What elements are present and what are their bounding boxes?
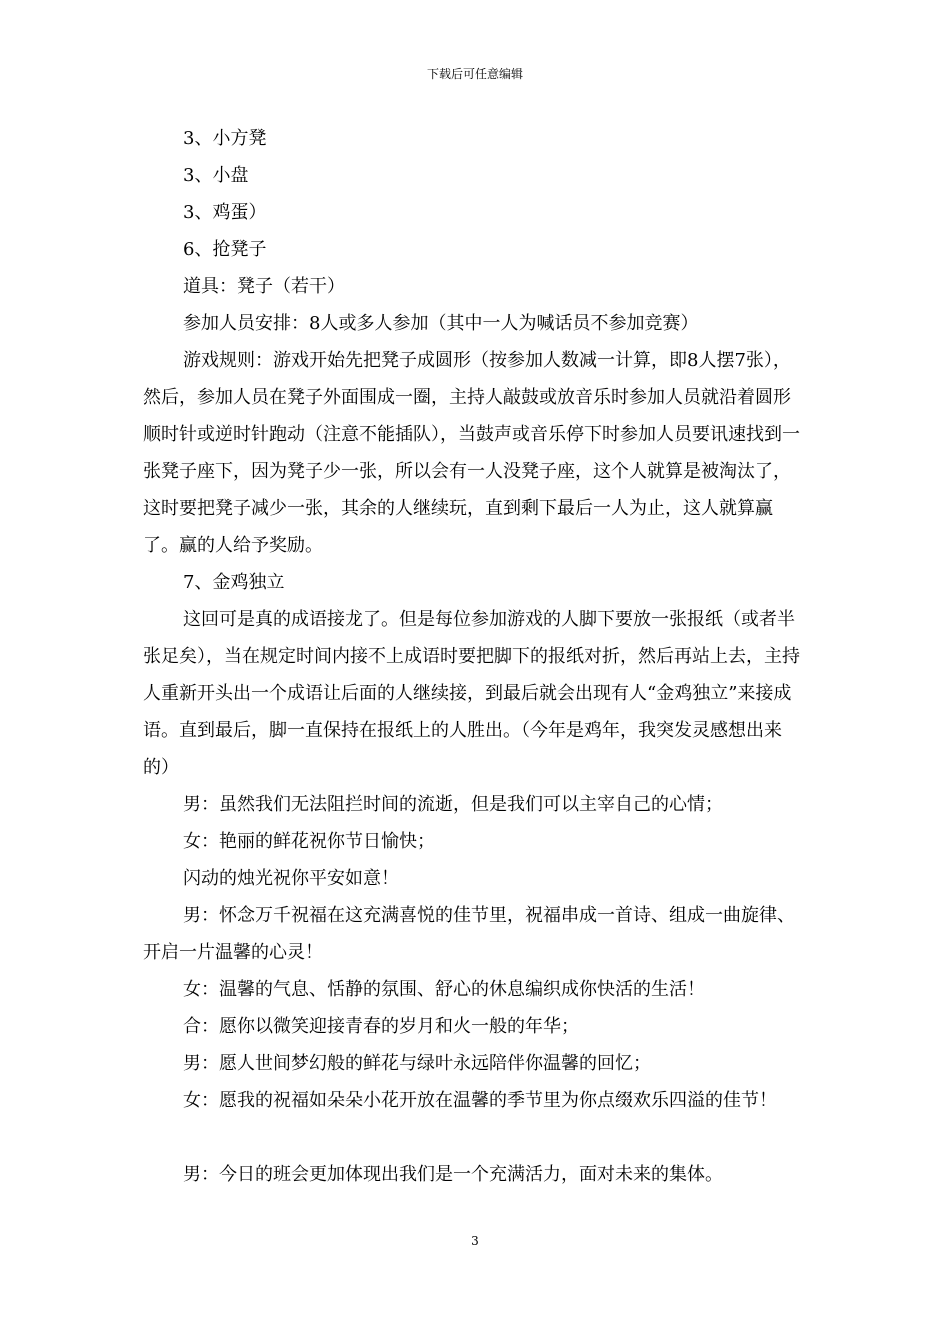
section-heading-grab-stool: 6、抢凳子 [183, 239, 267, 260]
dialogue-line: 合：愿你以微笑迎接青春的岁月和火一般的年华； [183, 1016, 579, 1037]
page-number: 3 [471, 1234, 479, 1248]
props-line: 道具：凳子（若干） [183, 276, 345, 297]
section-heading-golden-rooster: 7、金鸡独立 [183, 572, 285, 593]
blank-line [143, 1119, 807, 1156]
dialogue-line: 女：愿我的祝福如朵朵小花开放在温馨的季节里为你点缀欢乐四溢的佳节！ [183, 1090, 777, 1111]
dialogue-line: 男：愿人世间梦幻般的鲜花与绿叶永远陪伴你温馨的回忆； [183, 1053, 651, 1074]
dialogue-line: 女：温馨的气息、恬静的氛围、舒心的休息编织成你快活的生活！ [183, 979, 705, 1000]
dialogue-line: 男：今日的班会更加体现出我们是一个充满活力，面对未来的集体。 [183, 1164, 723, 1185]
list-item-small-stool: 3、小方凳 [183, 128, 267, 149]
dialogue-line: 男：虽然我们无法阻拦时间的流逝，但是我们可以主宰自己的心情； [183, 794, 723, 815]
page-header: 下载后可任意编辑 [426, 67, 523, 81]
game-rules-paragraph: 游戏规则：游戏开始先把凳子成圆形（按参加人数减一计算，即8人摆7张），然后，参加人员在凳子外面围成一圈，主持人敲鼓或放音乐时参加人员就沿着圆形顺时针或逆时针跑动（注意不能插队），当鼓声或音乐停下时参加人员要讯速找到一张凳子座下，因为凳子少一张，所以会有一人没凳子座，这个人就算是被淘汰了，这时要把凳子减少一张，其余的人继续玩，直到剩下最后一人为止，这人就算赢了。赢的人给予奖励。 [143, 350, 800, 556]
dialogue-line: 女：艳丽的鲜花祝你节日愉快； [183, 831, 435, 852]
list-item-eggs: 3、鸡蛋） [183, 202, 267, 223]
list-item-small-plate: 3、小盘 [183, 165, 249, 186]
dialogue-line: 闪动的烛光祝你平安如意！ [183, 868, 399, 889]
idiom-game-paragraph: 这回可是真的成语接龙了。但是每位参加游戏的人脚下要放一张报纸（或者半张足矣），当在规定时间内接不上成语时要把脚下的报纸对折，然后再站上去，主持人重新开头出一个成语让后面的人继续接，到最后就会出现有人“金鸡独立”来接成语。直到最后，脚一直保持在报纸上的人胜出。（今年是鸡年，我突发灵感想出来的） [143, 609, 800, 778]
participants-line: 参加人员安排：8人或多人参加（其中一人为喊话员不参加竞赛） [183, 313, 699, 334]
document-body [143, 120, 807, 1193]
dialogue-line: 男：怀念万千祝福在这充满喜悦的佳节里，祝福串成一首诗、组成一曲旋律、开启一片温馨的心灵！ [143, 905, 795, 963]
